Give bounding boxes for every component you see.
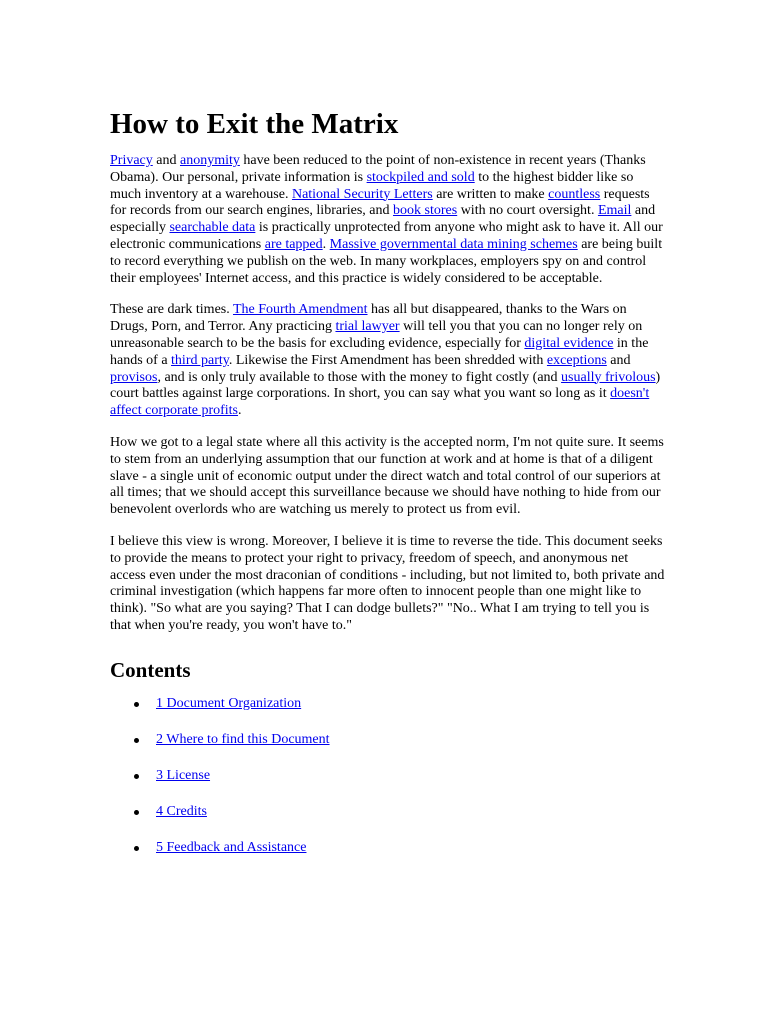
paragraph-text: These are dark times.	[110, 302, 233, 318]
contents-heading: Contents	[110, 657, 191, 682]
paragraph	[110, 435, 666, 519]
list-item	[110, 803, 666, 821]
contents-link[interactable]: 4 Credits	[156, 803, 207, 819]
paragraph-text: in the hands of a	[110, 335, 649, 368]
inline-link[interactable]: doesn't affect corporate profits	[110, 386, 650, 419]
table-of-contents	[110, 695, 666, 857]
bullet-icon	[134, 774, 139, 779]
inline-link[interactable]: usually frivolous	[561, 369, 656, 385]
inline-link[interactable]: countless	[548, 186, 601, 202]
inline-link[interactable]: third party	[171, 352, 229, 368]
paragraph	[110, 534, 666, 635]
paragraph-text: I believe this view is wrong. Moreover, I believe it is time to reverse the tide. This document seeks to provide the means to protect your right to privacy, freedom of speech, and anonymous net access even under the most draconian of conditions - including, but not limited to, both private and criminal investigation (which happens far more often to innocent people than one might like to think). "So what are you saying? That I can dodge bullets?" "No.. What I am trying to tell you is that when you're ready, you won't have to."	[110, 533, 665, 633]
inline-link[interactable]: stockpiled and sold	[366, 169, 475, 185]
inline-link[interactable]: searchable data	[169, 220, 256, 236]
inline-link[interactable]: digital evidence	[524, 335, 614, 351]
paragraph-text: have been reduced to the point of non-existence in recent years (Thanks Obama). Our personal, private information is	[110, 153, 646, 185]
inline-link[interactable]: anonymity	[179, 153, 240, 168]
inline-link[interactable]: book stores	[393, 203, 458, 219]
paragraph-text: How we got to a legal state where all this activity is the accepted norm, I'm not quite sure. It seems to stem from an underlying assumption that our function at work and at home is that of a diligent slave - a single unit of economic output under the direct watch and total control of our superiors at all times; that we should accept this surveillance because we should have nothing to hide from our benevolent overlords who are watching us merely to protect us from evil.	[110, 434, 664, 518]
inline-link[interactable]: Privacy	[110, 153, 153, 168]
article-body	[110, 153, 666, 635]
paragraph	[110, 153, 666, 287]
page-title: How to Exit the Matrix	[110, 108, 399, 140]
paragraph-text: , and is only truly available to those with the money to fight costly (and	[157, 369, 562, 385]
paragraph-text: are being built to record everything we publish on the web. In many workplaces, employers spy on and control their employees' Internet access, and this practice is widely considered to be acceptable.	[110, 236, 663, 286]
paragraph-text: .	[238, 403, 242, 419]
paragraph-text: to the highest bidder like so much inventory at a warehouse.	[110, 169, 634, 202]
contents-link[interactable]: 3 License	[156, 767, 211, 783]
list-item	[110, 839, 666, 857]
paragraph-text: requests for records from our search engines, libraries, and	[110, 186, 650, 219]
bullet-icon	[134, 810, 139, 815]
inline-link[interactable]: Massive governmental data mining schemes	[329, 236, 578, 252]
contents-link[interactable]: 5 Feedback and Assistance	[156, 839, 307, 855]
paragraph	[110, 302, 666, 420]
contents-link[interactable]: 1 Document Organization	[156, 695, 302, 711]
bullet-icon	[134, 846, 139, 851]
article	[110, 100, 666, 875]
inline-link[interactable]: trial lawyer	[335, 319, 400, 335]
paragraph-text: has all but disappeared, thanks to the Wars on Drugs, Porn, and Terror. Any practicing	[110, 302, 627, 335]
bullet-icon	[134, 738, 139, 743]
list-item	[110, 767, 666, 785]
paragraph-text: and especially	[110, 203, 656, 236]
contents-link[interactable]: 2 Where to find this Document	[156, 731, 330, 747]
paragraph-text: . Likewise the First Amendment has been shredded with	[228, 352, 547, 368]
paragraph-text: and	[606, 352, 631, 368]
paragraph-text: ) court battles against large corporations. In short, you can say what you want so long as it	[110, 369, 661, 402]
inline-link[interactable]: provisos	[110, 369, 158, 385]
inline-link[interactable]: exceptions	[546, 352, 607, 368]
paragraph-text: is practically unprotected from anyone who might ask to have it. All our electronic communications	[110, 220, 663, 252]
list-item	[110, 695, 666, 713]
paragraph-text: will tell you that you can no longer rely on unreasonable search to be the basis for excluding evidence, especially for	[110, 319, 643, 351]
paragraph-text: with no court oversight.	[457, 203, 598, 219]
paragraph-text: are written to make	[432, 186, 549, 202]
inline-link[interactable]: Email	[597, 203, 632, 219]
bullet-icon	[134, 702, 139, 707]
paragraph-text: .	[322, 236, 330, 252]
inline-link[interactable]: The Fourth Amendment	[232, 302, 368, 318]
inline-link[interactable]: are tapped	[264, 236, 323, 252]
list-item	[110, 731, 666, 749]
inline-link[interactable]: National Security Letters	[291, 186, 433, 202]
paragraph-text: and	[152, 153, 180, 168]
